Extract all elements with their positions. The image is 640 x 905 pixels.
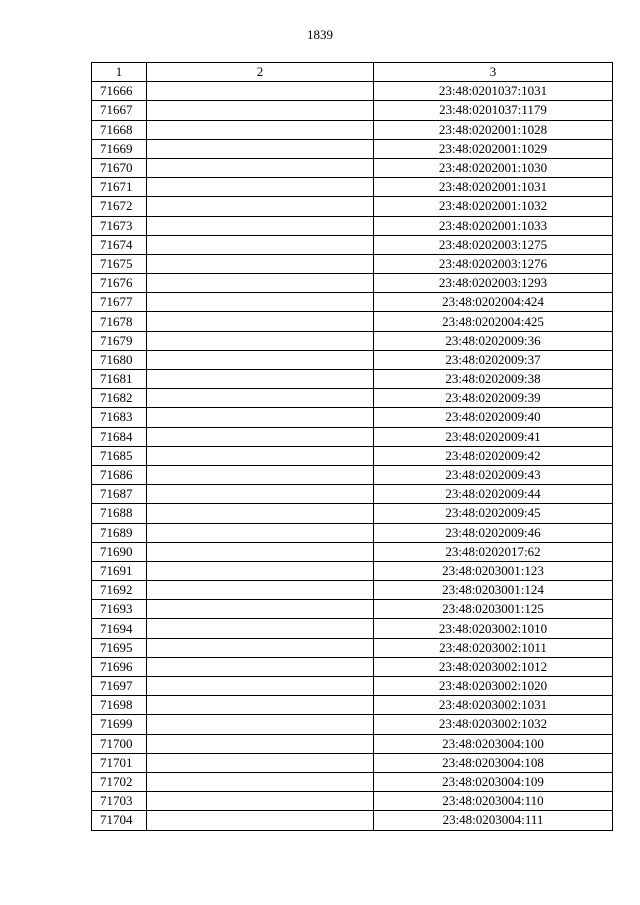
row-number-cell: 71702: [92, 772, 147, 791]
row-number-cell: 71678: [92, 312, 147, 331]
cadastral-number-cell: 23:48:0203001:124: [374, 581, 613, 600]
row-number-cell: 71690: [92, 542, 147, 561]
row-name-cell: [147, 523, 374, 542]
row-name-cell: [147, 254, 374, 273]
cadastral-number-cell: 23:48:0202009:42: [374, 446, 613, 465]
cadastral-number-cell: 23:48:0202009:41: [374, 427, 613, 446]
row-name-cell: [147, 197, 374, 216]
row-name-cell: [147, 312, 374, 331]
table-row: [92, 370, 613, 389]
cadastral-number-cell: 23:48:0202009:40: [374, 408, 613, 427]
row-name-cell: [147, 696, 374, 715]
cadastral-number-cell: 23:48:0202003:1293: [374, 274, 613, 293]
table-row: [92, 504, 613, 523]
row-name-cell: [147, 370, 374, 389]
row-name-cell: [147, 657, 374, 676]
row-number-cell: 71696: [92, 657, 147, 676]
row-number-cell: 71676: [92, 274, 147, 293]
cadastral-number-cell: 23:48:0202009:46: [374, 523, 613, 542]
header-row: [92, 63, 613, 82]
row-number-cell: 71681: [92, 370, 147, 389]
cadastral-number-cell: 23:48:0202001:1028: [374, 120, 613, 139]
row-number-cell: 71666: [92, 82, 147, 101]
cadastral-number-cell: 23:48:0202001:1033: [374, 216, 613, 235]
table-row: [92, 408, 613, 427]
row-name-cell: [147, 350, 374, 369]
cadastral-number-cell: 23:48:0202009:36: [374, 331, 613, 350]
row-name-cell: [147, 82, 374, 101]
row-name-cell: [147, 542, 374, 561]
row-number-cell: 71682: [92, 389, 147, 408]
registry-table: [91, 62, 613, 831]
row-name-cell: [147, 139, 374, 158]
cadastral-number-cell: 23:48:0203001:125: [374, 600, 613, 619]
row-name-cell: [147, 235, 374, 254]
row-number-cell: 71698: [92, 696, 147, 715]
column-header-1: 1: [92, 63, 147, 82]
cadastral-number-cell: 23:48:0201037:1179: [374, 101, 613, 120]
cadastral-number-cell: 23:48:0203001:123: [374, 561, 613, 580]
row-number-cell: 71677: [92, 293, 147, 312]
table-row: [92, 581, 613, 600]
row-number-cell: 71674: [92, 235, 147, 254]
table-row: [92, 139, 613, 158]
cadastral-number-cell: 23:48:0202003:1276: [374, 254, 613, 273]
row-number-cell: 71685: [92, 446, 147, 465]
table-row: [92, 715, 613, 734]
row-number-cell: 71687: [92, 485, 147, 504]
cadastral-number-cell: 23:48:0203004:110: [374, 792, 613, 811]
row-name-cell: [147, 581, 374, 600]
table-row: [92, 274, 613, 293]
row-number-cell: 71693: [92, 600, 147, 619]
cadastral-number-cell: 23:48:0202009:39: [374, 389, 613, 408]
table-row: [92, 811, 613, 830]
cadastral-number-cell: 23:48:0203002:1010: [374, 619, 613, 638]
table-row: [92, 197, 613, 216]
row-name-cell: [147, 446, 374, 465]
table-row: [92, 696, 613, 715]
row-number-cell: 71704: [92, 811, 147, 830]
row-number-cell: 71684: [92, 427, 147, 446]
cadastral-number-cell: 23:48:0202017:62: [374, 542, 613, 561]
row-number-cell: 71697: [92, 677, 147, 696]
row-number-cell: 71671: [92, 178, 147, 197]
table-row: [92, 446, 613, 465]
row-name-cell: [147, 561, 374, 580]
row-number-cell: 71699: [92, 715, 147, 734]
table-row: [92, 561, 613, 580]
table-body: [92, 82, 613, 830]
row-number-cell: 71692: [92, 581, 147, 600]
cadastral-number-cell: 23:48:0202009:38: [374, 370, 613, 389]
row-number-cell: 71701: [92, 753, 147, 772]
cadastral-number-cell: 23:48:0203002:1011: [374, 638, 613, 657]
row-name-cell: [147, 638, 374, 657]
cadastral-number-cell: 23:48:0202004:425: [374, 312, 613, 331]
row-number-cell: 71691: [92, 561, 147, 580]
row-name-cell: [147, 216, 374, 235]
row-number-cell: 71673: [92, 216, 147, 235]
cadastral-number-cell: 23:48:0203002:1032: [374, 715, 613, 734]
row-number-cell: 71675: [92, 254, 147, 273]
table-row: [92, 638, 613, 657]
table-row: [92, 619, 613, 638]
cadastral-number-cell: 23:48:0203004:109: [374, 772, 613, 791]
cadastral-number-cell: 23:48:0202001:1029: [374, 139, 613, 158]
cadastral-number-cell: 23:48:0202001:1030: [374, 158, 613, 177]
column-header-3: 3: [374, 63, 613, 82]
row-name-cell: [147, 101, 374, 120]
row-number-cell: 71669: [92, 139, 147, 158]
table-row: [92, 158, 613, 177]
table-row: [92, 792, 613, 811]
cadastral-number-cell: 23:48:0203002:1020: [374, 677, 613, 696]
cadastral-number-cell: 23:48:0202009:43: [374, 465, 613, 484]
row-name-cell: [147, 792, 374, 811]
row-number-cell: 71703: [92, 792, 147, 811]
row-number-cell: 71683: [92, 408, 147, 427]
cadastral-number-cell: 23:48:0202004:424: [374, 293, 613, 312]
table-row: [92, 178, 613, 197]
cadastral-number-cell: 23:48:0202003:1275: [374, 235, 613, 254]
row-name-cell: [147, 734, 374, 753]
cadastral-number-cell: 23:48:0201037:1031: [374, 82, 613, 101]
row-number-cell: 71680: [92, 350, 147, 369]
table-row: [92, 485, 613, 504]
row-name-cell: [147, 293, 374, 312]
table-row: [92, 427, 613, 446]
table-row: [92, 657, 613, 676]
table-row: [92, 331, 613, 350]
cadastral-number-cell: 23:48:0202001:1031: [374, 178, 613, 197]
cadastral-number-cell: 23:48:0203004:111: [374, 811, 613, 830]
row-name-cell: [147, 619, 374, 638]
table-row: [92, 542, 613, 561]
cadastral-number-cell: 23:48:0203004:108: [374, 753, 613, 772]
cadastral-number-cell: 23:48:0203002:1012: [374, 657, 613, 676]
row-number-cell: 71689: [92, 523, 147, 542]
cadastral-number-cell: 23:48:0202009:37: [374, 350, 613, 369]
table-row: [92, 101, 613, 120]
row-name-cell: [147, 408, 374, 427]
cadastral-number-cell: 23:48:0203004:100: [374, 734, 613, 753]
row-name-cell: [147, 485, 374, 504]
row-number-cell: 71686: [92, 465, 147, 484]
table-row: [92, 734, 613, 753]
table-row: [92, 216, 613, 235]
row-name-cell: [147, 811, 374, 830]
table-row: [92, 120, 613, 139]
row-number-cell: 71688: [92, 504, 147, 523]
row-name-cell: [147, 465, 374, 484]
row-number-cell: 71700: [92, 734, 147, 753]
table-row: [92, 82, 613, 101]
row-number-cell: 71670: [92, 158, 147, 177]
row-name-cell: [147, 715, 374, 734]
table-row: [92, 600, 613, 619]
row-name-cell: [147, 120, 374, 139]
row-number-cell: 71672: [92, 197, 147, 216]
cadastral-number-cell: 23:48:0203002:1031: [374, 696, 613, 715]
table-row: [92, 293, 613, 312]
row-number-cell: 71667: [92, 101, 147, 120]
row-number-cell: 71668: [92, 120, 147, 139]
row-name-cell: [147, 504, 374, 523]
table-row: [92, 235, 613, 254]
row-name-cell: [147, 274, 374, 293]
table-row: [92, 677, 613, 696]
row-name-cell: [147, 600, 374, 619]
cadastral-number-cell: 23:48:0202009:45: [374, 504, 613, 523]
table-row: [92, 350, 613, 369]
row-number-cell: 71695: [92, 638, 147, 657]
table-row: [92, 389, 613, 408]
table-row: [92, 254, 613, 273]
row-number-cell: 71694: [92, 619, 147, 638]
row-name-cell: [147, 772, 374, 791]
row-number-cell: 71679: [92, 331, 147, 350]
table-row: [92, 772, 613, 791]
row-name-cell: [147, 677, 374, 696]
page-number: 1839: [307, 27, 333, 42]
row-name-cell: [147, 178, 374, 197]
cadastral-number-cell: 23:48:0202009:44: [374, 485, 613, 504]
row-name-cell: [147, 753, 374, 772]
column-header-2: 2: [147, 63, 374, 82]
row-name-cell: [147, 158, 374, 177]
cadastral-number-cell: 23:48:0202001:1032: [374, 197, 613, 216]
table-row: [92, 465, 613, 484]
row-name-cell: [147, 331, 374, 350]
row-name-cell: [147, 389, 374, 408]
table-row: [92, 523, 613, 542]
row-name-cell: [147, 427, 374, 446]
table-row: [92, 753, 613, 772]
table-row: [92, 312, 613, 331]
